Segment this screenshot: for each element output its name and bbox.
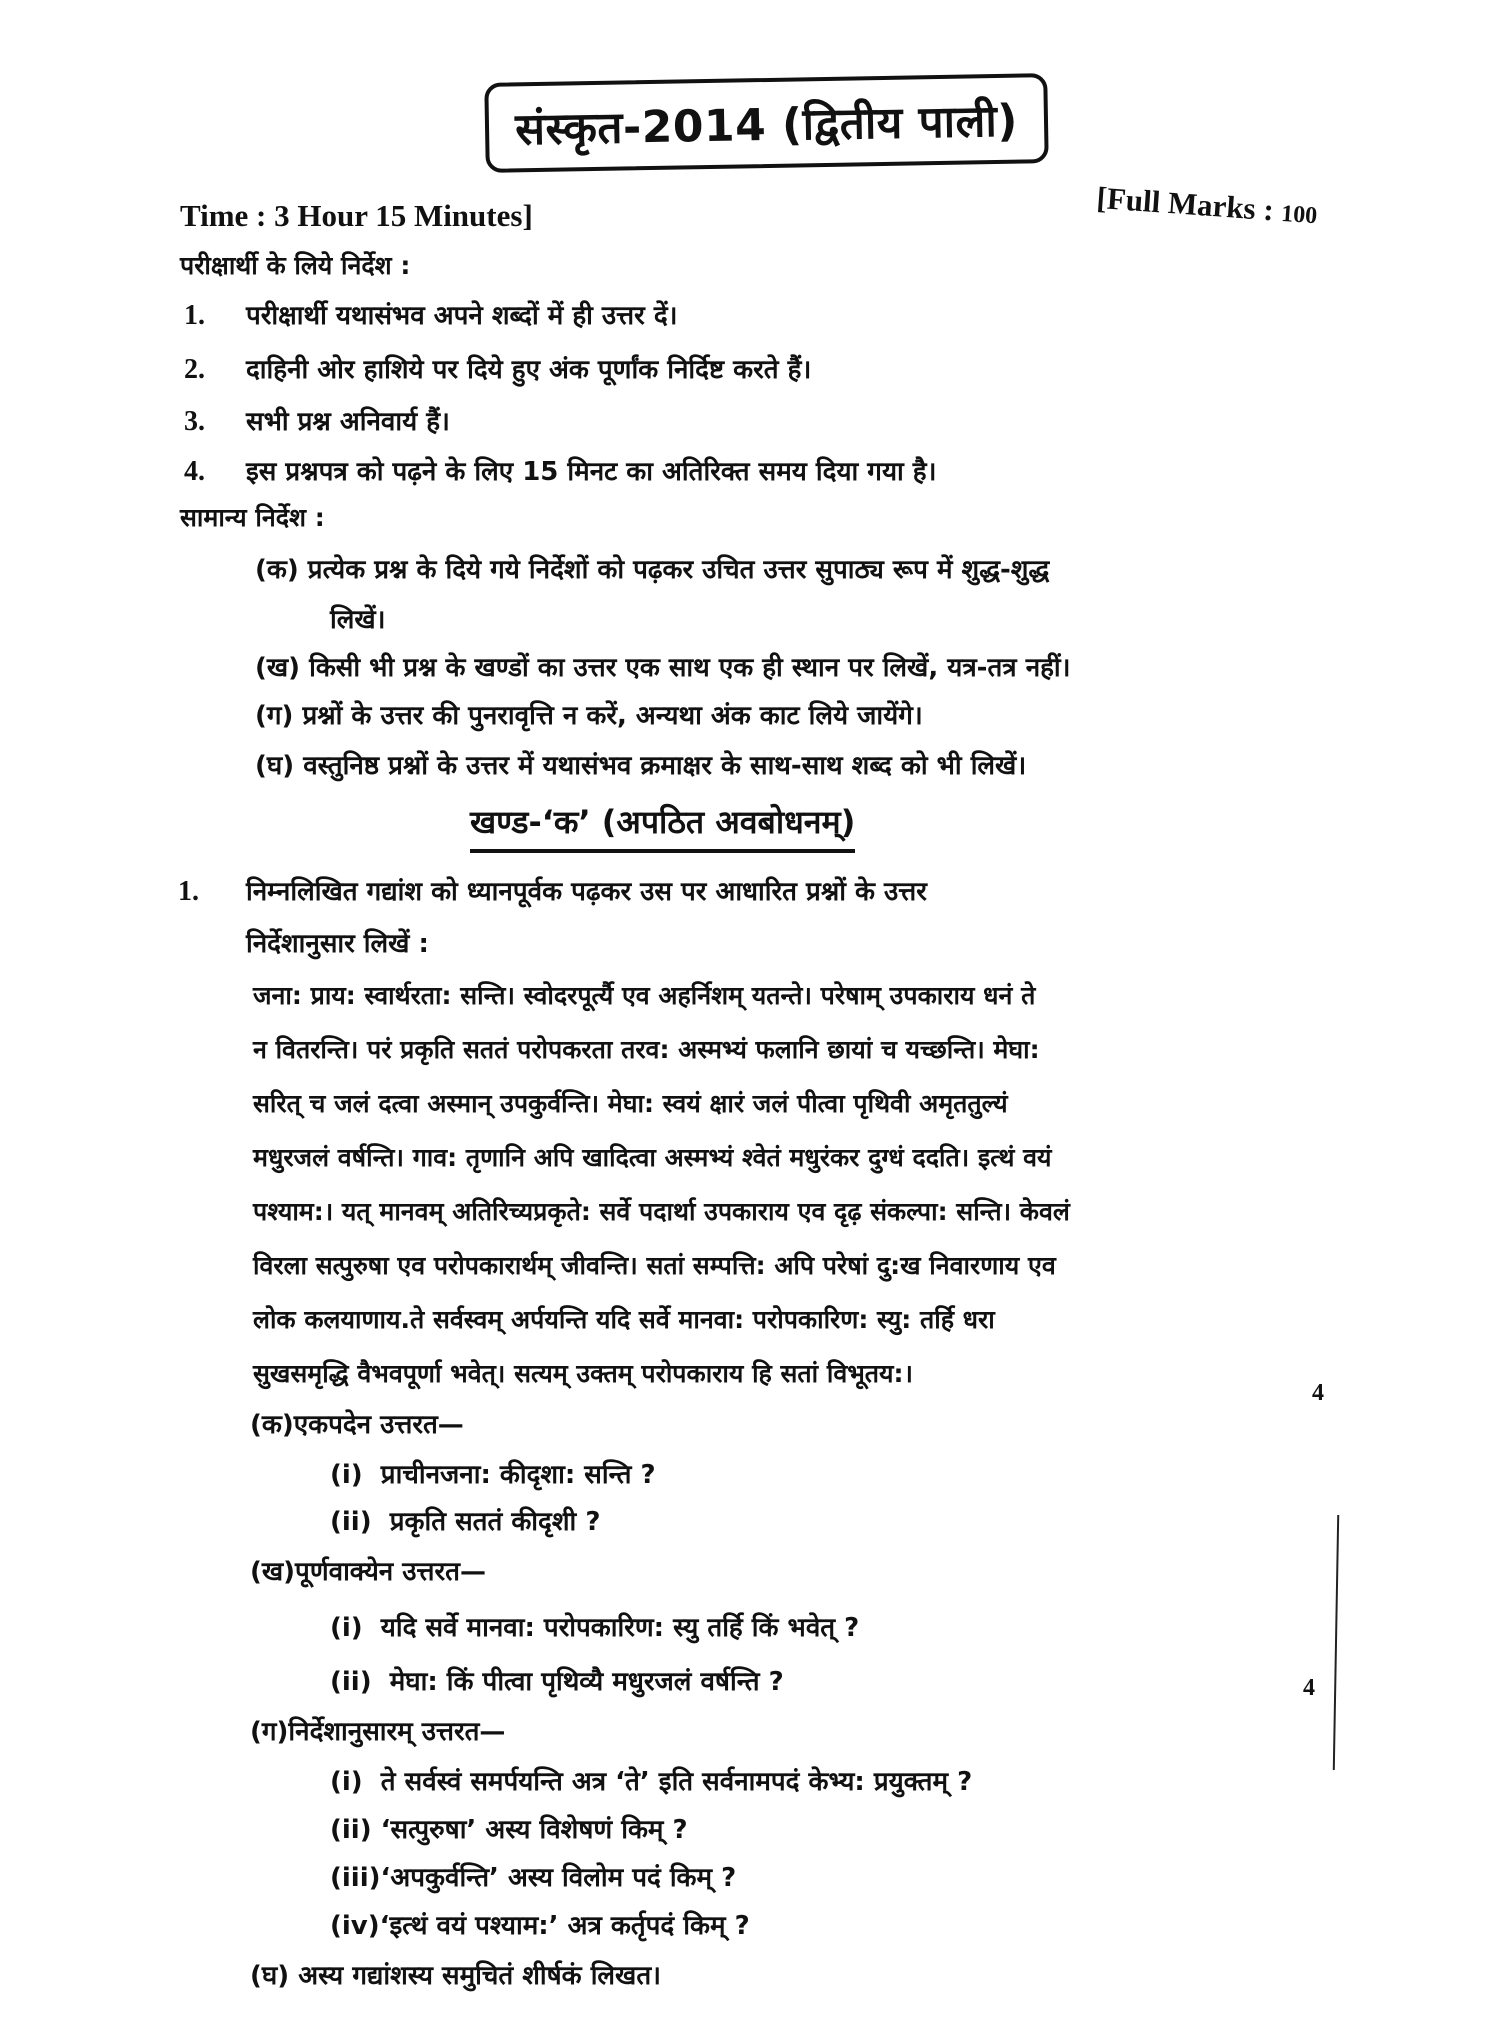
general-instruction-item bbox=[255, 696, 923, 732]
general-instruction-label: (ख) bbox=[255, 653, 301, 683]
passage-line: मधुरजलं वर्षन्ति। गाव: तृणानि अपि खादित्वा अस्मभ्यं श्वेतं मधुरंकर दुग्धं ददति। इत्थं वयं bbox=[253, 1143, 1052, 1172]
general-instruction-text: किसी भी प्रश्न के खण्डों का उत्तर एक साथ एक ही स्थान पर लिखें, यत्र-तत्र नहीं। bbox=[309, 653, 1071, 683]
sub-question bbox=[330, 1906, 750, 1942]
paper-title-text: संस्कृत-2014 (द्वितीय पाली) bbox=[514, 95, 1019, 156]
sub-question-text: ‘सत्पुरुषा’ अस्य विशेषणं किम् ? bbox=[380, 1815, 688, 1845]
instruction-number: 4. bbox=[184, 456, 205, 487]
passage-line: न वितरन्ति। परं प्रकृति सततं परोपकरता तरव: अस्मभ्यं फलानि छायां च यच्छन्ति। मेघा: bbox=[253, 1035, 1040, 1064]
part-gha-heading bbox=[250, 1956, 661, 1992]
sub-question-number: (i) bbox=[330, 1613, 363, 1643]
passage-line: विरला सत्पुरुषा एव परोपकारार्थम् जीवन्ति। सतां सम्पत्ति: अपि परेषां दु:ख निवारणाय एव bbox=[253, 1251, 1056, 1280]
question-prompt-line1: निम्नलिखित गद्यांश को ध्यानपूर्वक पढ़कर उस पर आधारित प्रश्नों के उत्तर bbox=[246, 877, 927, 907]
sub-question-number: (iv) bbox=[330, 1911, 380, 1941]
part-heading: एकपदेन उत्तरत— bbox=[293, 1410, 464, 1440]
instruction-text: सभी प्रश्न अनिवार्य हैं। bbox=[246, 407, 450, 437]
general-instruction-item bbox=[255, 550, 1049, 586]
part-ka-heading bbox=[250, 1405, 464, 1441]
part-heading: अस्य गद्यांशस्य समुचितं शीर्षकं लिखत। bbox=[298, 1961, 661, 1991]
sub-question bbox=[330, 1858, 736, 1894]
instruction-number: 2. bbox=[184, 354, 205, 385]
sub-question-text: ते सर्वस्वं समर्पयन्ति अत्र ‘ते’ इति सर्वनामपदं केभ्य: प्रयुक्तम् ? bbox=[380, 1767, 973, 1797]
general-instruction-item bbox=[255, 746, 1026, 782]
full-marks bbox=[1095, 180, 1318, 231]
part-ka-marks: 4 bbox=[1312, 1380, 1324, 1406]
instruction-item bbox=[184, 350, 811, 386]
general-instruction-label: (ग) bbox=[255, 701, 294, 731]
sub-question-text: ‘इत्थं वयं पश्याम:’ अत्र कर्तृपदं किम् ? bbox=[379, 1911, 750, 1941]
sub-question-text: यदि सर्वे मानवा: परोपकारिण: स्यु तर्हि किं भवेत् ? bbox=[380, 1613, 860, 1643]
sub-question bbox=[330, 1762, 972, 1798]
question-number: 1. bbox=[178, 876, 199, 907]
general-instruction-text: वस्तुनिष्ठ प्रश्नों के उत्तर में यथासंभव क्रमाक्षर के साथ-साथ शब्द को भी लिखें। bbox=[303, 751, 1027, 781]
part-label: (घ) bbox=[250, 1961, 290, 1991]
sub-question-number: (iii) bbox=[330, 1863, 381, 1893]
instruction-text: दाहिनी ओर हाशिये पर दिये हुए अंक पूर्णांक निर्दिष्ट करते हैं। bbox=[246, 355, 812, 385]
sub-question-number: (i) bbox=[330, 1460, 363, 1490]
sub-question bbox=[330, 1810, 688, 1846]
section-title: खण्ड-‘क’ (अपठित अवबोधनम्) bbox=[470, 800, 855, 853]
part-heading: पूर्णवाक्येन उत्तरत— bbox=[295, 1557, 486, 1587]
general-instruction-item bbox=[255, 648, 1071, 684]
passage-line: सुखसमृद्धि वैभवपूर्णा भवेत्। सत्यम् उक्तम् परोपकाराय हि सतां विभूतय:। bbox=[253, 1359, 914, 1388]
sub-question-number: (i) bbox=[330, 1767, 363, 1797]
instruction-number: 1. bbox=[184, 300, 205, 331]
instruction-number: 3. bbox=[184, 406, 205, 437]
part-label: (ख) bbox=[250, 1557, 296, 1587]
part-label: (ग) bbox=[250, 1717, 289, 1747]
sub-question-number: (ii) bbox=[330, 1667, 372, 1697]
sub-question-text: मेघा: किं पीत्वा पृथिव्यै मधुरजलं वर्षन्ति ? bbox=[389, 1667, 784, 1697]
part-kha-heading bbox=[250, 1552, 486, 1588]
exam-time: Time : 3 Hour 15 Minutes] bbox=[180, 198, 533, 233]
general-instruction-label: (घ) bbox=[255, 751, 295, 781]
sub-question bbox=[330, 1502, 600, 1538]
sub-question-text: प्रकृति सततं कीदृशी ? bbox=[389, 1507, 601, 1537]
question-prompt-line2: निर्देशानुसार लिखें : bbox=[246, 929, 429, 959]
part-ga-heading bbox=[250, 1712, 505, 1748]
full-marks-value: 100 bbox=[1280, 200, 1319, 230]
sub-question-number: (ii) bbox=[330, 1507, 372, 1537]
full-marks-label: [Full Marks : bbox=[1095, 180, 1283, 228]
instruction-item bbox=[184, 296, 678, 332]
instruction-text: इस प्रश्नपत्र को पढ़ने के लिए 15 मिनट का अतिरिक्त समय दिया गया है। bbox=[246, 457, 937, 487]
passage-line: लोक कलयाणाय.ते सर्वस्वम् अर्पयन्ति यदि सर्वे मानवा: परोपकारिण: स्यु: तर्हि धरा bbox=[253, 1305, 995, 1334]
general-instruction-text: प्रत्येक प्रश्न के दिये गये निर्देशों को पढ़कर उचित उत्तर सुपाठ्य रूप में शुद्ध-शुद्ध bbox=[307, 555, 1050, 585]
part-label: (क) bbox=[250, 1410, 294, 1440]
general-instructions-heading: सामान्य निर्देश : bbox=[180, 503, 325, 532]
question-prompt bbox=[178, 872, 927, 908]
paper-title bbox=[484, 73, 1048, 173]
sub-question-number: (ii) bbox=[330, 1815, 372, 1845]
sub-question bbox=[330, 1455, 656, 1491]
instruction-item bbox=[184, 402, 450, 438]
part-heading: निर्देशानुसारम् उत्तरत— bbox=[288, 1717, 506, 1747]
passage-line: पश्याम:। यत् मानवम् अतिरिच्यप्रकृते: सर्वे पदार्था उपकाराय एव दृढ़ संकल्पा: सन्ति। केवलं bbox=[253, 1197, 1070, 1226]
instruction-item bbox=[184, 452, 936, 488]
candidate-instructions-heading: परीक्षार्थी के लिये निर्देश : bbox=[180, 251, 411, 280]
sub-question bbox=[330, 1662, 784, 1698]
passage-line: जना: प्राय: स्वार्थरता: सन्ति। स्वोदरपूर्त्यै एव अहर्निशम् यतन्ते। परेषाम् उपकाराय धनं ते bbox=[253, 981, 1036, 1010]
general-instruction-text: प्रश्नों के उत्तर की पुनरावृत्ति न करें, अन्यथा अंक काट लिये जायेंगे। bbox=[302, 701, 923, 731]
general-instruction-label: (क) bbox=[255, 555, 299, 585]
part-kha-marks: 4 bbox=[1303, 1675, 1315, 1701]
margin-line bbox=[1333, 1515, 1339, 1770]
sub-question-text: ‘अपकुर्वन्ति’ अस्य विलोम पदं किम् ? bbox=[380, 1863, 737, 1893]
instruction-text: परीक्षार्थी यथासंभव अपने शब्दों में ही उत्तर दें। bbox=[246, 301, 678, 331]
sub-question-text: प्राचीनजना: कीदृशा: सन्ति ? bbox=[380, 1460, 656, 1490]
sub-question bbox=[330, 1608, 859, 1644]
general-instruction-continuation: लिखें। bbox=[330, 605, 386, 635]
passage-line: सरित् च जलं दत्वा अस्मान् उपकुर्वन्ति। मेघा: स्वयं क्षारं जलं पीत्वा पृथिवी अमृततुल्यं bbox=[253, 1089, 1008, 1118]
